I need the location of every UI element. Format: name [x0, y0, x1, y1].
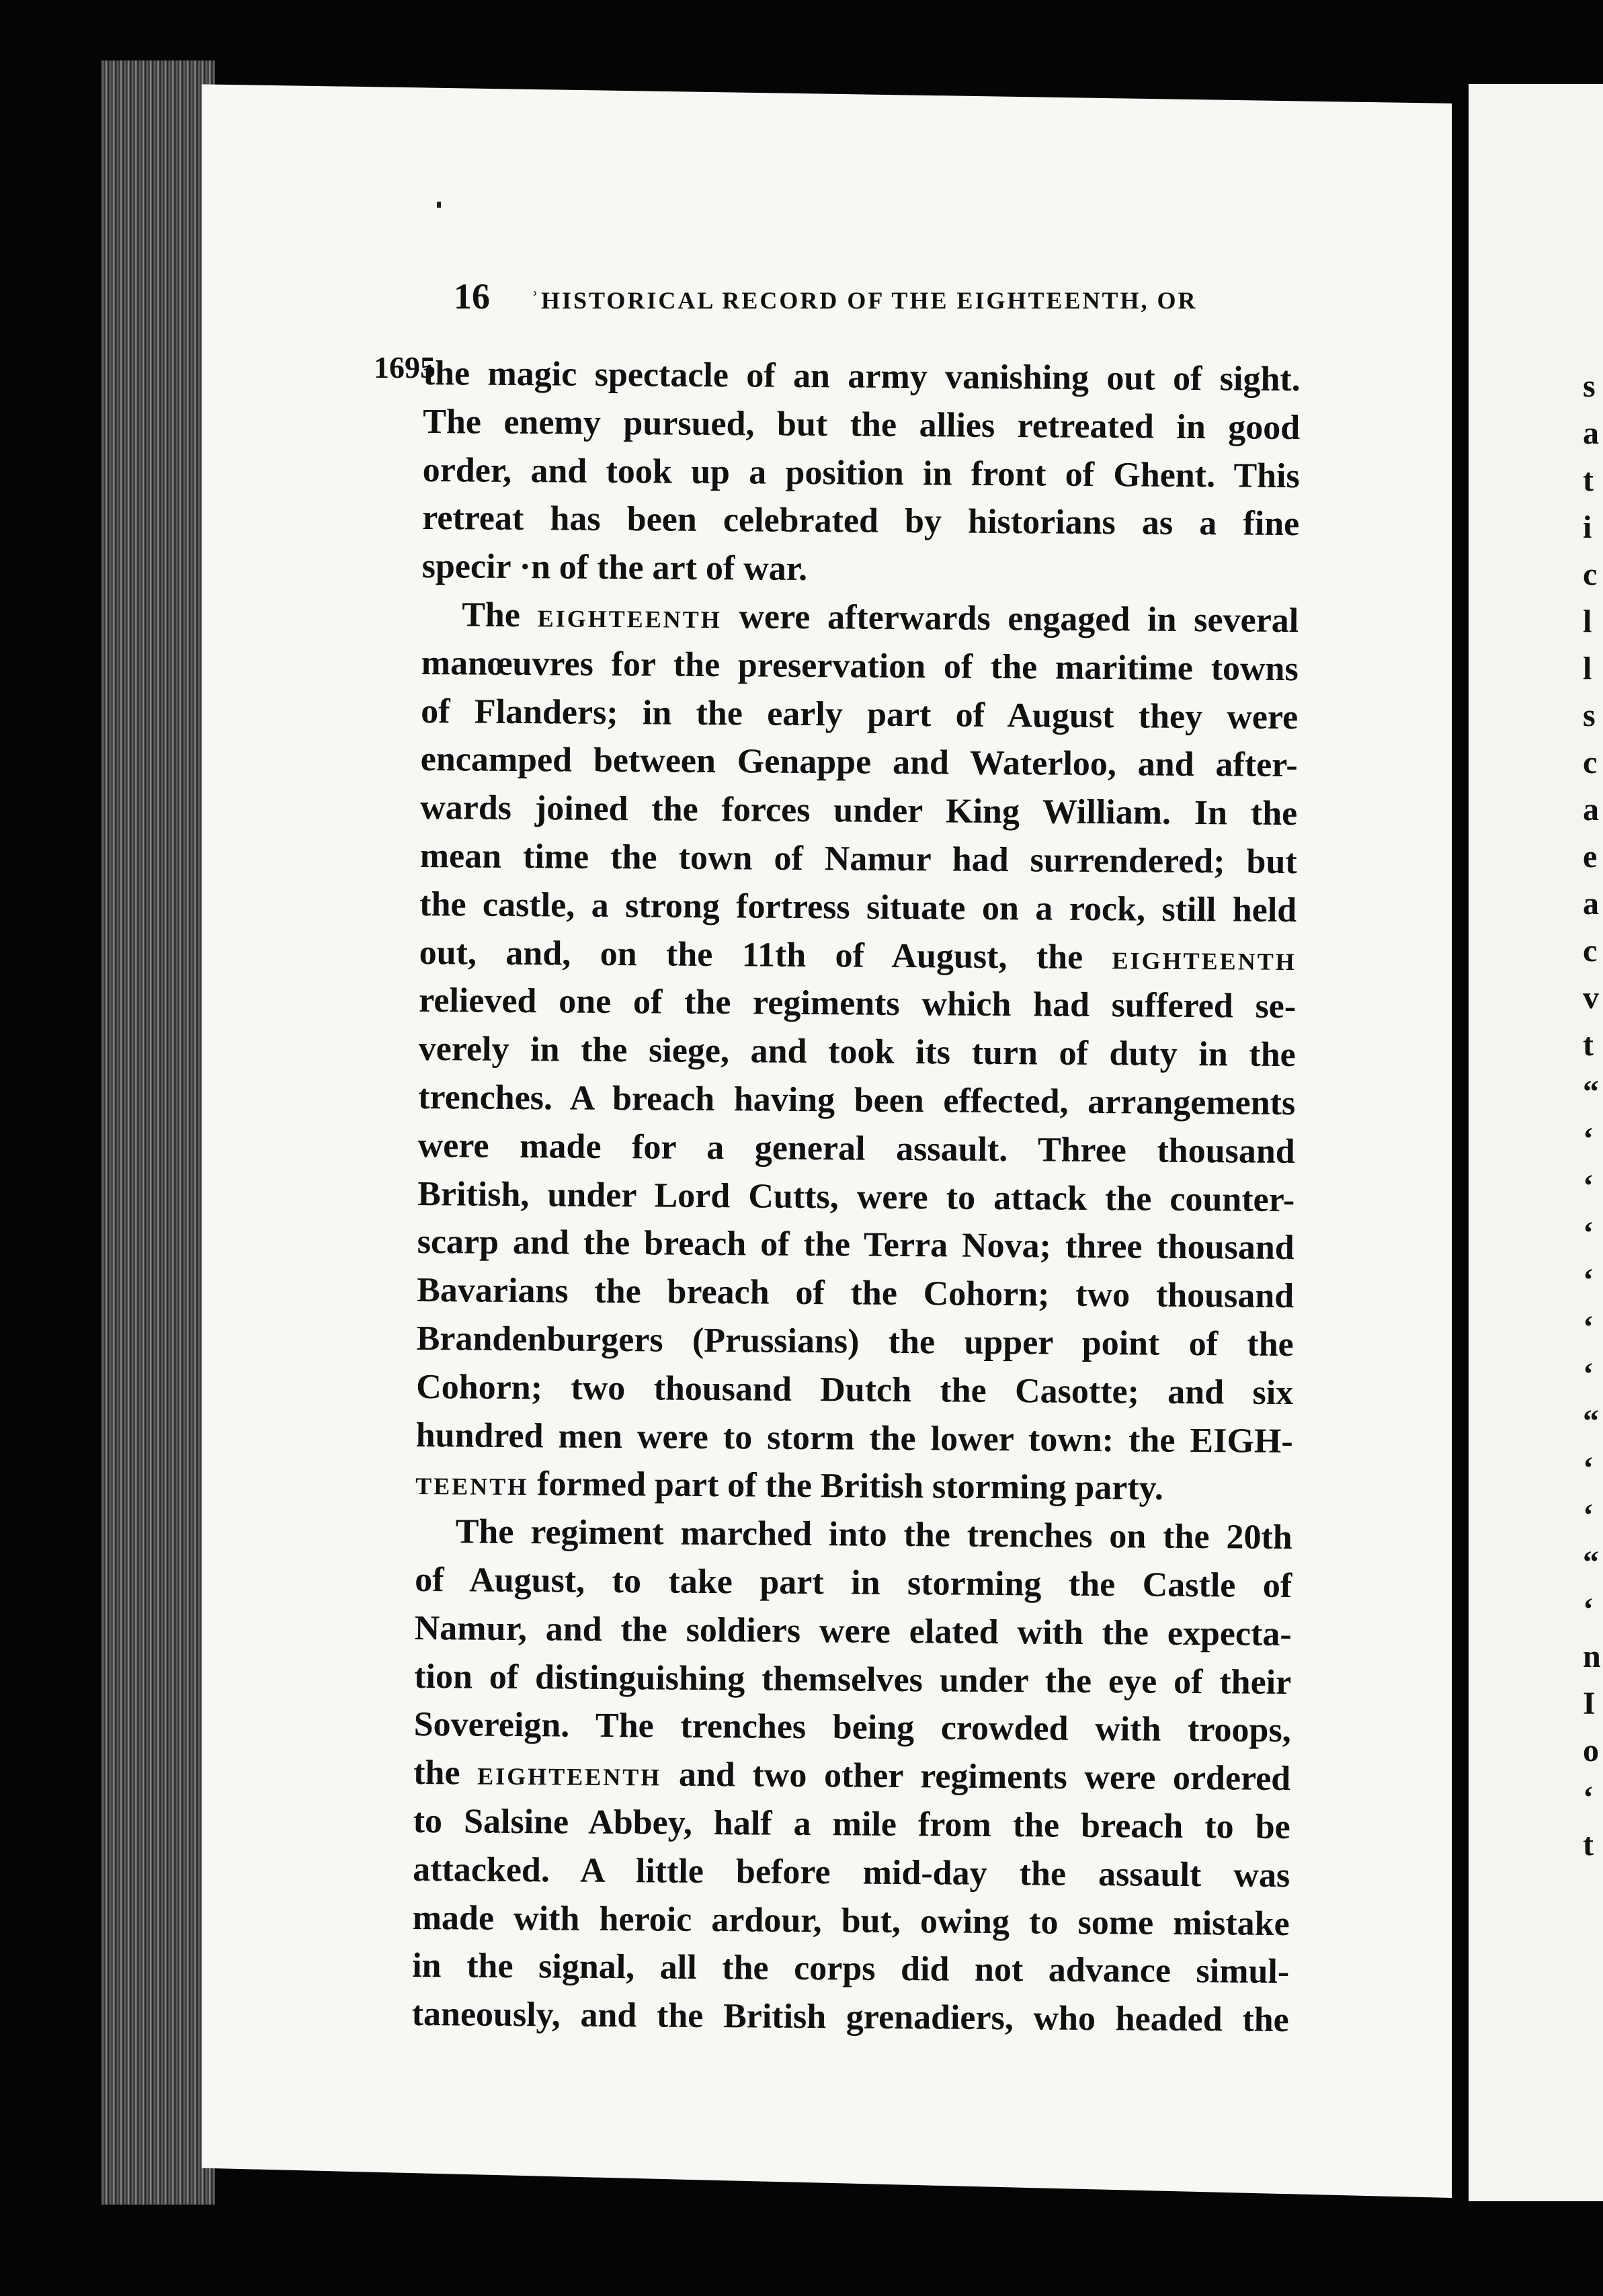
- text-line: scarp and the breach of the Terra Nova; three thousand: [417, 1223, 1294, 1268]
- page-number: 16: [454, 276, 490, 317]
- adjacent-page-letter: t: [1583, 462, 1594, 498]
- adjacent-page-letter: ‘: [1583, 1498, 1594, 1533]
- adjacent-page-letter: c: [1583, 557, 1598, 592]
- adjacent-page-letter: ‘: [1583, 1168, 1594, 1204]
- text-line: retreat has been celebrated by historians as a fine: [422, 499, 1300, 544]
- text-line: Namur, and the soldiers were elated with the expecta-: [414, 1608, 1292, 1653]
- book-spine-edge: [101, 60, 215, 2205]
- adjacent-page-letter: ‘: [1583, 1215, 1594, 1251]
- text-line: teenth formed part of the British storming party.: [415, 1464, 1164, 1508]
- text-line: of August, to take part in storming the Castle of: [415, 1560, 1292, 1605]
- margin-year: 1695: [374, 350, 436, 384]
- page-header: [454, 276, 1227, 329]
- text-line: specir ·n of the art of war.: [421, 547, 808, 589]
- text-line: the eighteenth and two other regiments were ordered: [413, 1754, 1291, 1799]
- body-text: [411, 350, 1301, 2045]
- text-line: to Salsine Abbey, half a mile from the breach to be: [413, 1801, 1290, 1846]
- text-line: Cohorn; two thousand Dutch the Casotte; and six: [416, 1367, 1294, 1412]
- adjacent-page-letter: ‘: [1583, 1450, 1594, 1486]
- adjacent-page-letter: a: [1583, 415, 1599, 451]
- adjacent-page-letter: ‘: [1583, 1121, 1594, 1157]
- text-line: made with heroic ardour, but, owing to some mistake: [412, 1898, 1290, 1943]
- adjacent-page-letter: ‘: [1583, 1309, 1594, 1345]
- adjacent-page-letter: a: [1583, 886, 1599, 921]
- text-line: encamped between Genappe and Waterloo, and after-: [420, 740, 1298, 785]
- adjacent-page-letter: “: [1583, 1403, 1599, 1439]
- adjacent-page-letter: l: [1583, 651, 1592, 686]
- text-line: Bavarians the breach of the Cohorn; two thousand: [417, 1271, 1294, 1316]
- text-line: manœuvres for the preservation of the maritime towns: [421, 643, 1299, 688]
- ink-speck: [437, 202, 441, 208]
- adjacent-page-letter: ‘: [1583, 1356, 1594, 1392]
- adjacent-page-letter: n: [1583, 1639, 1601, 1674]
- adjacent-page-letter: c: [1583, 933, 1598, 969]
- adjacent-page-letter: “: [1583, 1545, 1599, 1580]
- adjacent-page-letter: l: [1583, 604, 1592, 639]
- text-line: in the signal, all the corps did not advance simul-: [412, 1946, 1290, 1992]
- text-line: out, and, on the 11th of August, the eighteenth: [419, 933, 1297, 978]
- adjacent-page-letter: i: [1583, 509, 1592, 545]
- text-line: order, and took up a position in front of Ghent. This: [422, 450, 1300, 495]
- text-line: The eighteenth were afterwards engaged in several: [462, 596, 1299, 641]
- adjacent-page-letter: t: [1583, 1027, 1594, 1063]
- text-line: the magic spectacle of an army vanishing out of sight.: [423, 354, 1301, 399]
- text-line: of Flanders; in the early part of August they were: [421, 692, 1299, 737]
- text-line: The regiment marched into the trenches on the 20th: [455, 1512, 1292, 1557]
- adjacent-page-letter: ‘: [1583, 1592, 1594, 1627]
- adjacent-page-letter: I: [1583, 1686, 1596, 1721]
- adjacent-page-letter: s: [1583, 698, 1596, 733]
- text-line: trenches. A breach having been effected, arrangements: [418, 1077, 1296, 1123]
- text-line: hundred men were to storm the lower town: the EIGH-: [415, 1416, 1293, 1461]
- adjacent-page-letter: ‘: [1583, 1780, 1594, 1815]
- text-line: attacked. A little before mid-day the assault was: [413, 1850, 1290, 1895]
- adjacent-page-letter: a: [1583, 792, 1599, 827]
- adjacent-page-letter: c: [1583, 745, 1598, 780]
- adjacent-page-letter: t: [1583, 1827, 1594, 1862]
- text-line: the castle, a strong fortress situate on a rock, still held: [419, 885, 1297, 930]
- text-line: Sovereign. The trenches being crowded with troops,: [413, 1705, 1291, 1750]
- text-line: mean time the town of Namur had surrendered; but: [419, 836, 1297, 882]
- text-line: relieved one of the regiments which had suffered se-: [419, 981, 1297, 1026]
- text-line: tion of distinguishing themselves under the eye of their: [414, 1657, 1292, 1702]
- adjacent-page-letter: v: [1583, 980, 1599, 1016]
- text-line: British, under Lord Cutts, were to attack the counter-: [417, 1174, 1295, 1219]
- adjacent-page-letter: “: [1583, 1074, 1599, 1110]
- adjacent-page-letter: ‘: [1583, 1262, 1594, 1298]
- running-head: ʾHISTORICAL RECORD OF THE EIGHTEENTH, OR: [531, 287, 1198, 314]
- adjacent-page-fragments: [1583, 363, 1603, 1869]
- text-line: taneously, and the British grenadiers, who headed the: [411, 1995, 1289, 2040]
- adjacent-page-letter: o: [1583, 1733, 1599, 1768]
- text-line: were made for a general assault. Three thousand: [417, 1126, 1295, 1171]
- adjacent-page-letter: s: [1583, 368, 1596, 404]
- text-line: verely in the siege, and took its turn of duty in the: [418, 1030, 1296, 1075]
- text-line: The enemy pursued, but the allies retreated in good: [423, 402, 1301, 447]
- adjacent-page-letter: e: [1583, 839, 1598, 874]
- text-line: Brandenburgers (Prussians) the upper point of the: [416, 1319, 1294, 1364]
- text-line: wards joined the forces under King William. In the: [420, 788, 1298, 833]
